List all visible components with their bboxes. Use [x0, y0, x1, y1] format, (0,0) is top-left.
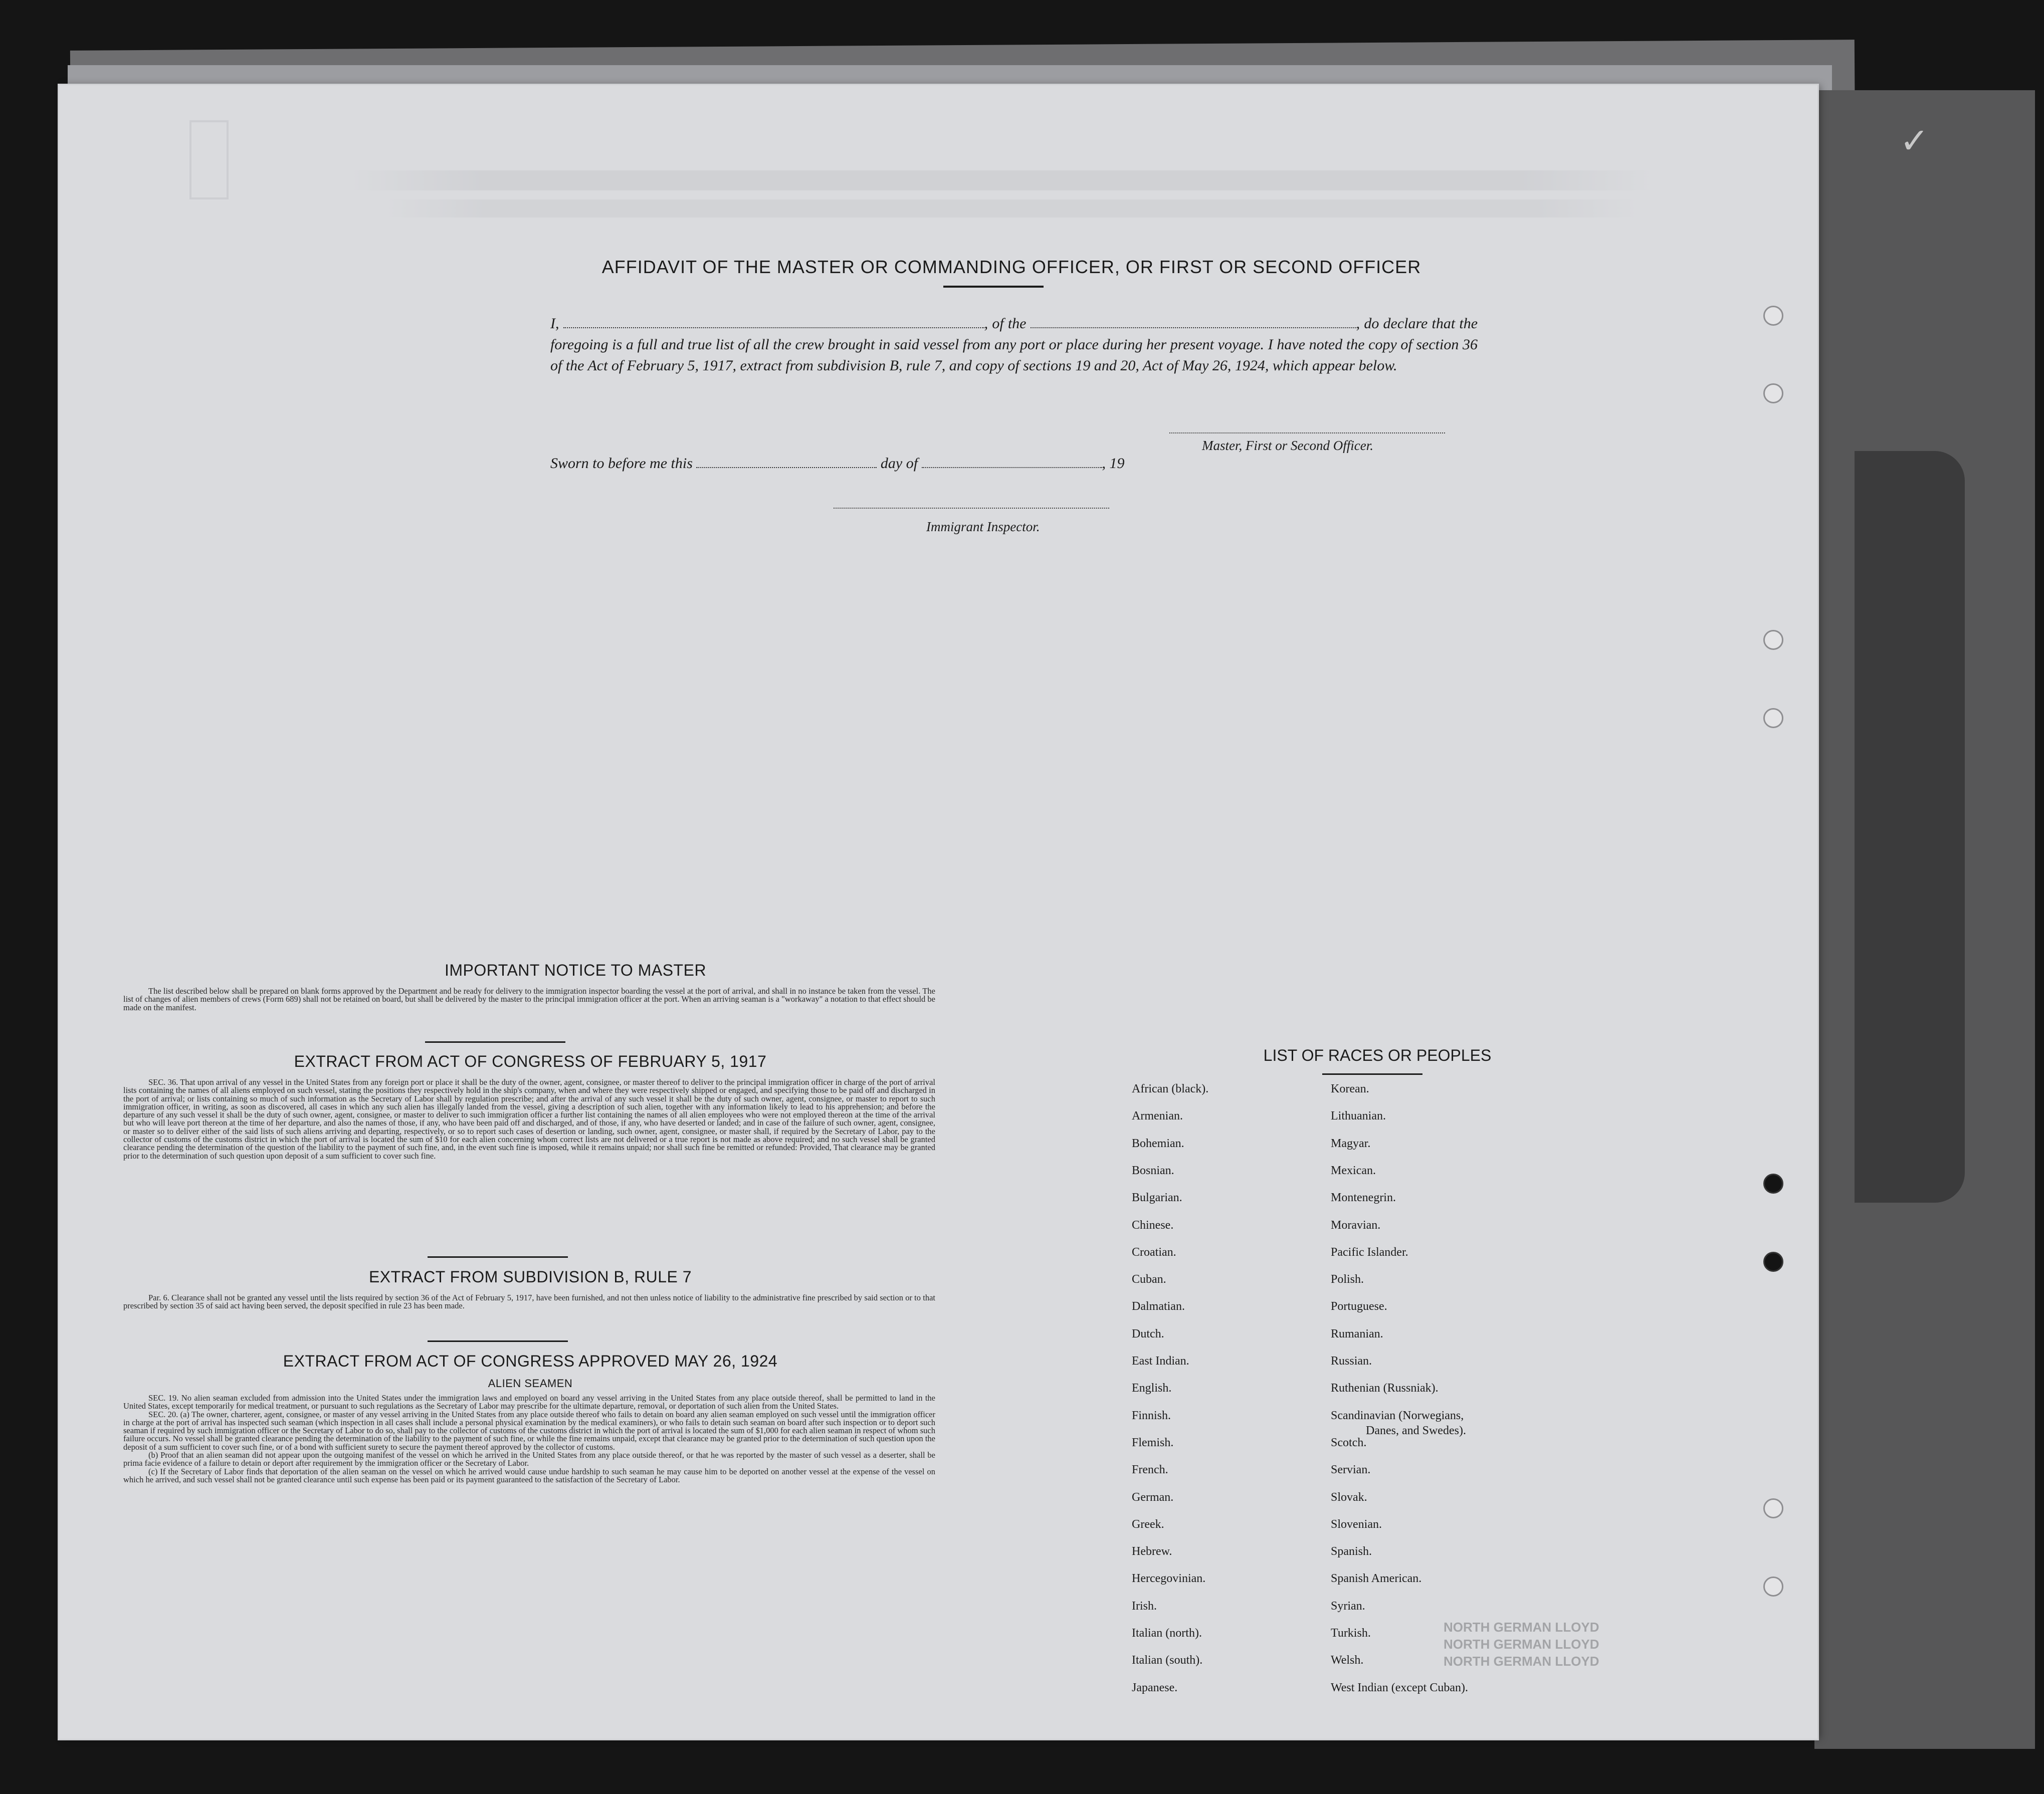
bleed-through-mark: [385, 199, 1638, 217]
sworn-prefix: Sworn to before me this: [550, 455, 693, 472]
race-item: Italian (south).: [1132, 1654, 1203, 1667]
sworn-day-field[interactable]: [696, 457, 877, 468]
races-title: LIST OF RACES OR PEOPLES: [1263, 1046, 1492, 1064]
race-item: Dutch.: [1132, 1327, 1164, 1340]
section-divider: [428, 1340, 568, 1342]
race-item: Ruthenian (Russniak).: [1331, 1382, 1439, 1395]
sworn-day-of-label: day of: [880, 455, 918, 472]
sec20a-paragraph: SEC. 20. (a) The owner, charterer, agent, consignee, or master of any vessel arriving in the United States from any place outside thereof who fails to detain on board any alien seaman employed on such vessel until the immigration officer in charge at the port of arrival has inspected such seaman (which inspection in all cases shall include a personal physical examination by the medical examiners), or who fails to detain such seaman on board after such inspection or to deport such seaman if required by such immigration officer or the Secretary of Labor to do so, shall pay to the collector of customs of the customs district in which the port of arrival is located the sum of $1,000 for each alien seaman in respect of whom such failure occurs. No vessel shall be granted clearance pending the determination of the liability to the payment of such fine, or while the fine remains unpaid, except that clearance may be granted prior to the determination of such question upon the deposit of a sum sufficient to cover such fine, or of a bond with sufficient surety to secure the payment thereof approved by the collector of customs.: [123, 1409, 935, 1452]
race-item: Danes, and Swedes).: [1366, 1424, 1466, 1437]
race-item: Scandinavian (Norwegians,: [1331, 1409, 1464, 1422]
punch-hole: [1763, 708, 1783, 728]
notice-paragraph: The list described below shall be prepared on blank forms approved by the Department and be ready for delivery to the immigration inspector boarding the vessel at the port of arrival, and shall in no instance be taken from the vessel. The list of changes of alien members of crews (Form 689) shall not be retained on board, but shall be delivered by the master to the principal immigration officer at the port. When an arriving seaman is a "workaway" a notation to that effect should be made on the manifest.: [123, 986, 935, 1012]
vessel-blank-field[interactable]: [1031, 317, 1356, 328]
bleed-through-mark: [350, 170, 1653, 190]
affidavit-body: [550, 313, 1478, 376]
race-item: Finnish.: [1132, 1409, 1171, 1422]
race-item: Spanish American.: [1331, 1572, 1422, 1585]
race-item: Portuguese.: [1331, 1300, 1387, 1313]
name-blank-field[interactable]: [563, 317, 984, 328]
punch-hole: [1763, 1252, 1783, 1272]
race-item: French.: [1132, 1463, 1168, 1476]
races-title-underline: [1322, 1073, 1422, 1075]
north-german-lloyd-stamp: [1444, 1619, 1654, 1670]
race-item: Slovak.: [1331, 1491, 1367, 1504]
race-item: Lithuanian.: [1331, 1109, 1386, 1123]
race-item: Bohemian.: [1132, 1137, 1184, 1150]
sworn-month-field[interactable]: [922, 457, 1102, 468]
race-item: Montenegrin.: [1331, 1191, 1396, 1204]
race-item: Irish.: [1132, 1600, 1157, 1613]
punch-hole: [1763, 630, 1783, 650]
rule7-text: [123, 1294, 935, 1310]
race-item: Dalmatian.: [1132, 1300, 1185, 1313]
punch-hole: [1763, 306, 1783, 326]
race-item: Welsh.: [1331, 1654, 1364, 1667]
race-item: Rumanian.: [1331, 1327, 1383, 1340]
race-item: Servian.: [1331, 1463, 1371, 1476]
inspector-signature-label: Immigrant Inspector.: [926, 519, 1040, 534]
extract-1917-text: [123, 1078, 935, 1160]
race-item: West Indian (except Cuban).: [1331, 1681, 1468, 1694]
race-item: English.: [1132, 1382, 1172, 1395]
stamp-line: NORTH GERMAN LLOYD: [1444, 1620, 1599, 1635]
race-item: Slovenian.: [1331, 1518, 1382, 1531]
race-item: German.: [1132, 1491, 1174, 1504]
master-signature-line[interactable]: [1169, 432, 1445, 433]
extract-1917-title: EXTRACT FROM ACT OF CONGRESS OF FEBRUARY 5, 1917: [294, 1052, 767, 1070]
sworn-statement: [550, 455, 1125, 472]
race-item: Cuban.: [1132, 1273, 1166, 1286]
race-item: Spanish.: [1331, 1545, 1372, 1558]
affidavit-do-declare-label: , do declare: [1356, 315, 1428, 332]
race-item: Moravian.: [1331, 1219, 1381, 1232]
race-item: Turkish.: [1331, 1627, 1371, 1640]
bleed-through-mark: [189, 120, 229, 199]
alien-seamen-subtitle: ALIEN SEAMEN: [488, 1377, 573, 1390]
binder-strip-shadow: [1855, 451, 1965, 1203]
title-underline: [943, 286, 1044, 288]
race-item: Chinese.: [1132, 1219, 1174, 1232]
race-item: Russian.: [1331, 1355, 1372, 1368]
race-item: East Indian.: [1132, 1355, 1189, 1368]
race-item: Japanese.: [1132, 1681, 1178, 1694]
race-item: Flemish.: [1132, 1436, 1174, 1449]
sworn-year-label: , 19: [1102, 455, 1125, 472]
race-item: Bulgarian.: [1132, 1191, 1182, 1204]
punch-hole: [1763, 383, 1783, 403]
inspector-signature-line[interactable]: [834, 508, 1109, 509]
race-item: Pacific Islander.: [1331, 1246, 1408, 1259]
document-page: [59, 85, 1817, 1739]
race-item: African (black).: [1132, 1082, 1209, 1095]
notice-text: [123, 987, 935, 1012]
race-item: Scotch.: [1331, 1436, 1367, 1449]
rule7-paragraph: Par. 6. Clearance shall not be granted any vessel until the lists required by section 36 of the Act of February 5, 1917, have been furnished, and not then unless notice of liability to the administrative fine prescribed by said section or to that prescribed by section 35 of said act having been served, the deposit specified in rule 23 has been made.: [123, 1293, 935, 1311]
race-item: Magyar.: [1331, 1137, 1371, 1150]
race-item: Hebrew.: [1132, 1545, 1172, 1558]
affidavit-i-label: I,: [550, 315, 559, 332]
stamp-line: NORTH GERMAN LLOYD: [1444, 1654, 1599, 1669]
extract-1917-paragraph: SEC. 36. That upon arrival of any vessel in the United States from any foreign port or place it shall be the duty of the owner, agent, consignee, or master thereof to deliver to the principal immigration officer in charge of the port of arrival lists containing the names of all aliens employed on such vessel, stating the positions they respectively hold in the ship's company, when and where they were respectively shipped or engaged, and specifying those to be paid off and discharged in the port of arrival; or lists containing so much of such information as the Secretary of Labor shall by regulation prescribe; and after the arrival of any such vessel it shall be the duty of such owner, agent, consignee, or master to report to such immigration officer, in writing, as soon as discovered, all cases in which any such alien has illegally landed from the vessel, giving a description of such alien, together with any information likely to lead to his apprehension; and before the departure of any such vessel it shall be the duty of such owner, agent, consignee, or master to deliver to such immigration officer a further list containing the names of all alien employees who were not employed thereon at the time of the arrival but who will leave port thereon at the time of her departure, and also the names of those, if any, who have been paid off and discharged, and of those, if any, who have deserted or landed; and in case of the failure of such owner, agent, consignee, or master so to deliver either of the said lists of such aliens arriving and departing, respectively, or so to report such cases of desertion or landing, such owner, agent, consignee, or master shall, if required by the Secretary of Labor, pay to the collector of customs of the customs district in which the port of arrival is located the sum of $10 for each alien concerning whom correct lists are not delivered or a true report is not made as above required; and no such vessel shall be granted clearance pending the determination of the question of the liability to the payment of such fine, and, in the event such fine is imposed, while it remains unpaid; nor shall such fine be remitted or refunded: Provided, That clearance may be granted prior to the determination of such question upon deposit of a sum sufficient to cover such fine.: [123, 1077, 935, 1161]
race-item: Croatian.: [1132, 1246, 1176, 1259]
race-item: Syrian.: [1331, 1600, 1365, 1613]
punch-hole: [1763, 1498, 1783, 1518]
section-divider: [425, 1041, 565, 1043]
extract-1924-text: [123, 1394, 935, 1484]
affidavit-title: AFFIDAVIT OF THE MASTER OR COMMANDING OFFICER, OR FIRST OR SECOND OFFICER: [601, 257, 1421, 277]
race-item: Polish.: [1331, 1273, 1364, 1286]
race-item: Korean.: [1331, 1082, 1369, 1095]
section-divider: [428, 1256, 568, 1258]
punch-hole: [1763, 1174, 1783, 1194]
race-item: Italian (north).: [1132, 1627, 1202, 1640]
affidavit-declaration-text: that the foregoing is a full and true list of all the crew brought in said vessel from any port or place during her present voyage. I have noted the copy of section 36 of the Act of February 5, 1917, extract from subdivision B, rule 7, and copy of sections 19 and 20, Act of May 26, 1924, which appear below.: [550, 315, 1478, 374]
sec19-paragraph: SEC. 19. No alien seaman excluded from admission into the United States under the immigration laws and employed on board any vessel arriving in the United States from any place outside thereof, shall be permitted to land in the United States, except temporarily for medical treatment, or pursuant to such regulations as the Secretary of Labor may prescribe for the ultimate departure, removal, or deportation of such alien from the United States.: [123, 1393, 935, 1411]
sec20b-paragraph: (b) Proof that an alien seaman did not appear upon the outgoing manifest of the vessel on which he arrived in the United States from any place outside thereof, or that he was reported by the master of such vessel as a deserter, shall be prima facie evidence of a failure to detain or deport after requirement by the immigration officer or the Secretary of Labor.: [123, 1450, 935, 1468]
notice-title: IMPORTANT NOTICE TO MASTER: [444, 961, 707, 979]
sec20c-paragraph: (c) If the Secretary of Labor finds that deportation of the alien seaman on the vessel on which he arrived would cause undue hardship to such seaman he may cause him to be deported on another vessel at the expense of the vessel on which he arrived, and such vessel shall not be granted clearance until such expense has been paid or its payment guaranteed to the satisfaction of the Secretary of Labor.: [123, 1466, 935, 1484]
extract-1924-title: EXTRACT FROM ACT OF CONGRESS APPROVED MAY 26, 1924: [283, 1352, 778, 1370]
race-item: Mexican.: [1331, 1164, 1376, 1177]
race-item: Armenian.: [1132, 1109, 1183, 1123]
master-signature-label: Master, First or Second Officer.: [1202, 438, 1373, 453]
affidavit-of-the-label: , of the: [984, 315, 1027, 332]
rule7-title: EXTRACT FROM SUBDIVISION B, RULE 7: [368, 1268, 692, 1286]
punch-hole: [1763, 1577, 1783, 1597]
race-item: Hercegovinian.: [1132, 1572, 1206, 1585]
stamp-line: NORTH GERMAN LLOYD: [1444, 1637, 1599, 1652]
race-item: Greek.: [1132, 1518, 1164, 1531]
checkmark-mark: ✓: [1900, 122, 1929, 161]
race-item: Bosnian.: [1132, 1164, 1174, 1177]
